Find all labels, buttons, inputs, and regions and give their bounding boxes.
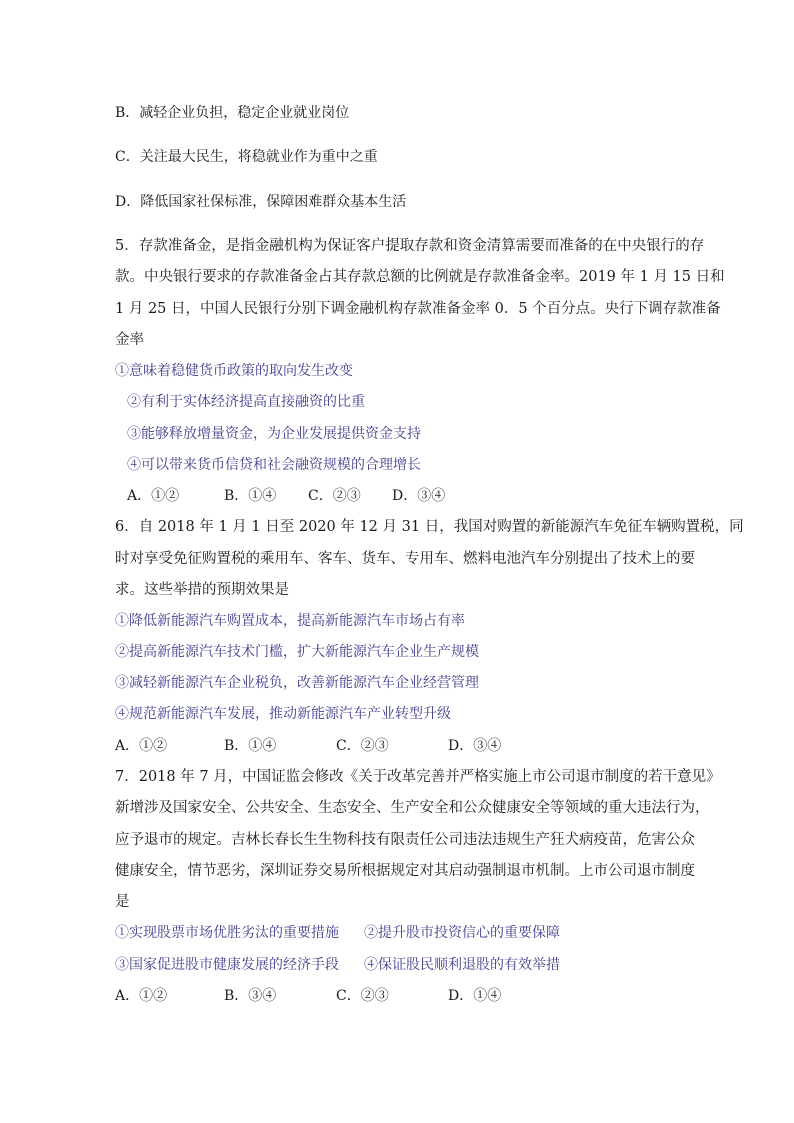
q5-statement-1: ①意味着稳健货币政策的取向发生改变 [115, 363, 353, 379]
q5-statement-3: ③能够释放增量资金，为企业发展提供资金支持 [127, 426, 421, 442]
q5-stem-line-2: 款。中央银行要求的存款准备金占其存款总额的比例就是存款准备金率。2019 年 1 月 15 日和 [115, 269, 725, 285]
q5-choice-d: D．③④ [392, 488, 446, 504]
prev-option-c: C．关注最大民生，将稳就业作为重中之重 [115, 149, 378, 165]
q7-choice-c: C．②③ [336, 988, 389, 1004]
q6-statement-1: ①降低新能源汽车购置成本，提高新能源汽车市场占有率 [115, 613, 465, 629]
q6-choice-d: D．③④ [448, 738, 502, 754]
q7-choice-d: D．①④ [448, 988, 502, 1004]
q5-choice-a: A．①② [127, 488, 180, 504]
q7-stem-line-3: 应予退市的规定。吉林长春长生生物科技有限责任公司违法违规生产狂犬病疫苗，危害公众 [115, 832, 695, 848]
prev-option-b: B．减轻企业负担，稳定企业就业岗位 [115, 105, 350, 121]
q5-statement-2: ②有利于实体经济提高直接融资的比重 [127, 394, 365, 410]
q7-stem-line-5: 是 [115, 894, 130, 910]
q6-stem-line-1: 6．自 2018 年 1 月 1 日至 2020 年 12 月 31 日，我国对购置的新能源汽车免征车辆购置税，同 [115, 519, 744, 535]
q6-stem-line-2: 时对享受免征购置税的乘用车、客车、货车、专用车、燃料电池汽车分别提出了技术上的要 [115, 551, 695, 567]
q6-stem-line-3: 求。这些举措的预期效果是 [115, 582, 289, 598]
q6-choice-a: A．①② [115, 738, 168, 754]
q5-choice-b: B．①④ [224, 488, 277, 504]
q7-statement-2: ②提升股市投资信心的重要保障 [364, 925, 560, 941]
q5-stem-line-1: 5．存款准备金，是指金融机构为保证客户提取存款和资金清算需要而准备的在中央银行的存 [115, 238, 705, 254]
q7-choice-b: B．③④ [224, 988, 277, 1004]
q7-stem-line-4: 健康安全，情节恶劣，深圳证券交易所根据规定对其启动强制退市机制。上市公司退市制度 [115, 863, 695, 879]
prev-option-d: D．降低国家社保标准，保障困难群众基本生活 [115, 194, 407, 210]
q6-choice-b: B．①④ [224, 738, 277, 754]
q6-choice-c: C．②③ [336, 738, 389, 754]
q6-statement-2: ②提高新能源汽车技术门槛，扩大新能源汽车企业生产规模 [115, 644, 479, 660]
q5-stem-line-3: 1 月 25 日，中国人民银行分别下调金融机构存款准备金率 0．5 个百分点。央行下调存款准备 [115, 301, 721, 317]
q7-choice-a: A．①② [115, 988, 168, 1004]
q7-stem-line-1: 7．2018 年 7 月，中国证监会修改《关于改革完善并严格实施上市公司退市制度的若干意见》 [115, 769, 721, 785]
q7-statement-1: ①实现股票市场优胜劣汰的重要措施 [115, 925, 339, 941]
q6-statement-4: ④规范新能源汽车发展，推动新能源汽车产业转型升级 [115, 706, 451, 722]
q6-statement-3: ③减轻新能源汽车企业税负，改善新能源汽车企业经营管理 [115, 675, 479, 691]
q5-statement-4: ④可以带来货币信贷和社会融资规模的合理增长 [127, 457, 421, 473]
q5-stem-line-4: 金率 [115, 332, 144, 348]
q5-choice-c: C．②③ [308, 488, 361, 504]
q7-stem-line-2: 新增涉及国家安全、公共安全、生态安全、生产安全和公众健康安全等领域的重大违法行为， [115, 800, 710, 816]
q7-statement-3: ③国家促进股市健康发展的经济手段 [115, 957, 339, 973]
q7-statement-4: ④保证股民顺利退股的有效举措 [364, 957, 560, 973]
